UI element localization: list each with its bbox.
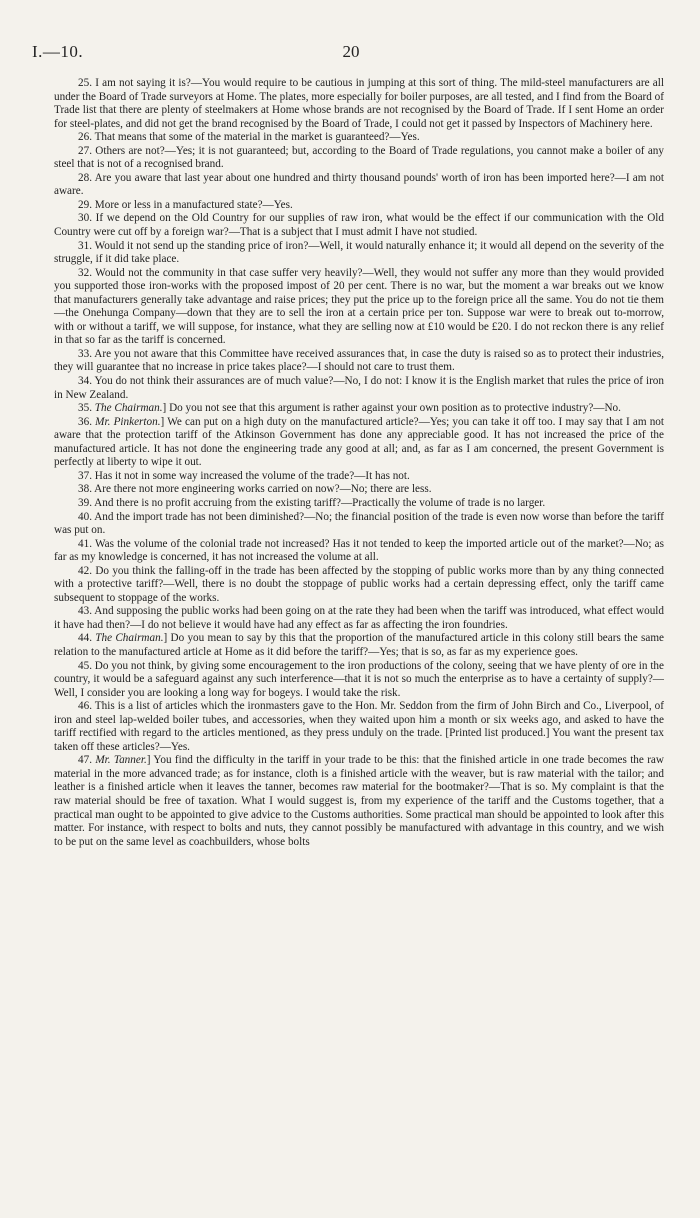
paragraph-41: 41. Was the volume of the colonial trade not increased? Has it not tended to keep the imported article out of the market?—No; as far as my knowledge is concerned, it has not increased the volume at all. [54,537,664,564]
paragraph-26: 26. That means that some of the material in the market is guaranteed?—Yes. [78,131,420,144]
paragraph-30: 30. If we depend on the Old Country for our supplies of raw iron, what would be the effect if our communication with the Old Country were cut off by a foreign war?—That is a subject that I must admit I have not studied. [54,212,664,239]
paragraph-35: 35. The Chairman.] Do you not see that this argument is rather against your own position as to protective industry?—No. [78,402,621,415]
paragraph-32: 32. Would not the community in that case suffer very heavily?—Well, they would not suffer any more than they would provided you supported those iron-works with the proposed impost of 20 per cent. There is no war, but the moment a war breaks out we know that manufacturers generally take advantage and raise prices; they put the price up to the foreign price all the same. You do not tie them—the Onehunga Company—down that they are to sell the iron at a certain price per ton. Suppose war were to break out to-morrow, with or without a tariff, we will suppose, for instance, what they are selling now at £10 would be £20. I do not reckon there is any relief in that so far as the tariff is concerned. [54,266,664,347]
document-reference: I.—10. [32,42,84,61]
paragraph-46: 46. This is a list of articles which the ironmasters gave to the Hon. Mr. Seddon from the firm of John Birch and Co., Liverpool, of iron and steel lap-welded boiler tubes, and accessories, when they waited upon him a month or six weeks ago, and asked to have the tariff rectified with regard to the articles mentioned, as they press unduly on the trade. [Printed list produced.] You want the present tax taken off these articles?—Yes. [54,700,664,753]
paragraph-33: 33. Are you not aware that this Committee have received assurances that, in case the duty is raised so as to protect their industries, they will guarantee that no increase in price takes place?—I should not care to trust them. [54,347,664,374]
paragraph-25: 25. I am not saying it is?—You would require to be cautious in jumping at this sort of thing. The mild-steel manufacturers are all under the Board of Trade surveyors at Home. The plates, more especially for boiler purposes, are all tested, and I find from the Board of Trade list that there are plenty of steelmakers at Home whose brands are not recognised by the Board of Trade. If I sent Home an order for steel-plates, and did not get the brand recognised by the Board of Trade, I could not get it passed by Inspectors of Machinery here. [54,77,664,130]
speaker-name: Mr. Tanner. [95,754,147,767]
paragraph-28: 28. Are you aware that last year about one hundred and thirty thousand pounds' worth of iron has been imported here?—I am not aware. [54,171,664,198]
paragraph-36: 36. Mr. Pinkerton.] We can put on a high duty on the manufactured article?—Yes; you can take it off too. I may say that I am not aware that the protection tariff of the Atkinson Government has done any appreciable good. It has not increased the price of the manufactured article. It has not done the engineering trade any good at all; and, as far as I am concerned, the present Government is perfectly at liberty to wipe it out. [54,415,664,469]
paragraph-42: 42. Do you think the falling-off in the trade has been affected by the stopping of public works more than by any thing connected with a protective tariff?—Well, there is no doubt the stoppage of public works had a certain depressing effect, only the tariff came subsequent to stoppage of the works. [54,564,664,604]
speaker-name: Mr. Pinkerton. [95,415,161,428]
paragraph-37: 37. Has it not in some way increased the volume of the trade?—It has not. [78,469,410,482]
paragraph-47: 47. Mr. Tanner.] You find the difficulty in the tariff in your trade to be this: that the finished article in one trade becomes the raw material in the more advanced trade; as for instance, cloth is a finished article with the weaver, but is raw material with the tailor; and leather is a finished article when it leaves the tanner, becomes raw material for the bootmaker?—That is so. My complaint is that the raw material should be free of taxation. What I would suggest is, from my experience of the tariff and the Customs together, that a practical man ought to be appointed to give advice to the Customs authorities. Some practical man should be appointed to look after this matter. For instance, with respect to bolts and nuts, they cannot possibly be manufactured with advantage in this country, and we wish to be put on the same level as coachbuilders, whose bolts [54,754,664,848]
paragraph-34: 34. You do not think their assurances are of much value?—No, I do not: I know it is the English market that rules the price of iron in New Zealand. [54,375,664,401]
paragraph-39: 39. And there is no profit accruing from the existing tariff?—Practically the volume of trade is no larger. [78,496,546,509]
paragraph-38: 38. Are there not more engineering works carried on now?—No; there are less. [78,483,432,496]
paragraph-31: 31. Would it not send up the standing price of iron?—Well, it would naturally enhance it; it would all depend on the severity of the struggle, if it did take place. [54,239,664,266]
paragraph-29: 29. More or less in a manufactured state?—Yes. [78,198,293,211]
paragraph-40: 40. And the import trade has not been diminished?—No; the financial position of the trade is even now worse than before the tariff was put on. [54,510,664,537]
speaker-name: The Chairman. [94,402,163,415]
paragraph-45: 45. Do you not think, by giving some encouragement to the iron productions of the colony, seeing that we have plenty of ore in the country, it would be a safeguard against any such interference—that it is not so much the enterprise as to have a certainty of supply?—Well, I consider you are looking a long way for bogeys. I would take the risk. [54,659,664,699]
speaker-name: The Chairman. [95,632,164,645]
page-body [54,77,664,849]
page-number: 20 [342,42,360,61]
page-header [32,42,670,66]
paragraph-43: 43. And supposing the public works had been going on at the rate they had been when the tariff was introduced, what effect would it have had then?—I do not believe it would have had any effect as far as affecting the iron foundries. [54,605,664,631]
paragraph-44: 44. The Chairman.] Do you mean to say by this that the proportion of the manufactured article in this colony still bears the same relation to the manufactured article at Home as it did before the tariff?—Yes; that is so, as far as my experience goes. [54,632,665,658]
paragraph-27: 27. Others are not?—Yes; it is not guaranteed; but, according to the Board of Trade regulations, you cannot make a boiler of any steel that is not of a recognised brand. [54,144,664,171]
